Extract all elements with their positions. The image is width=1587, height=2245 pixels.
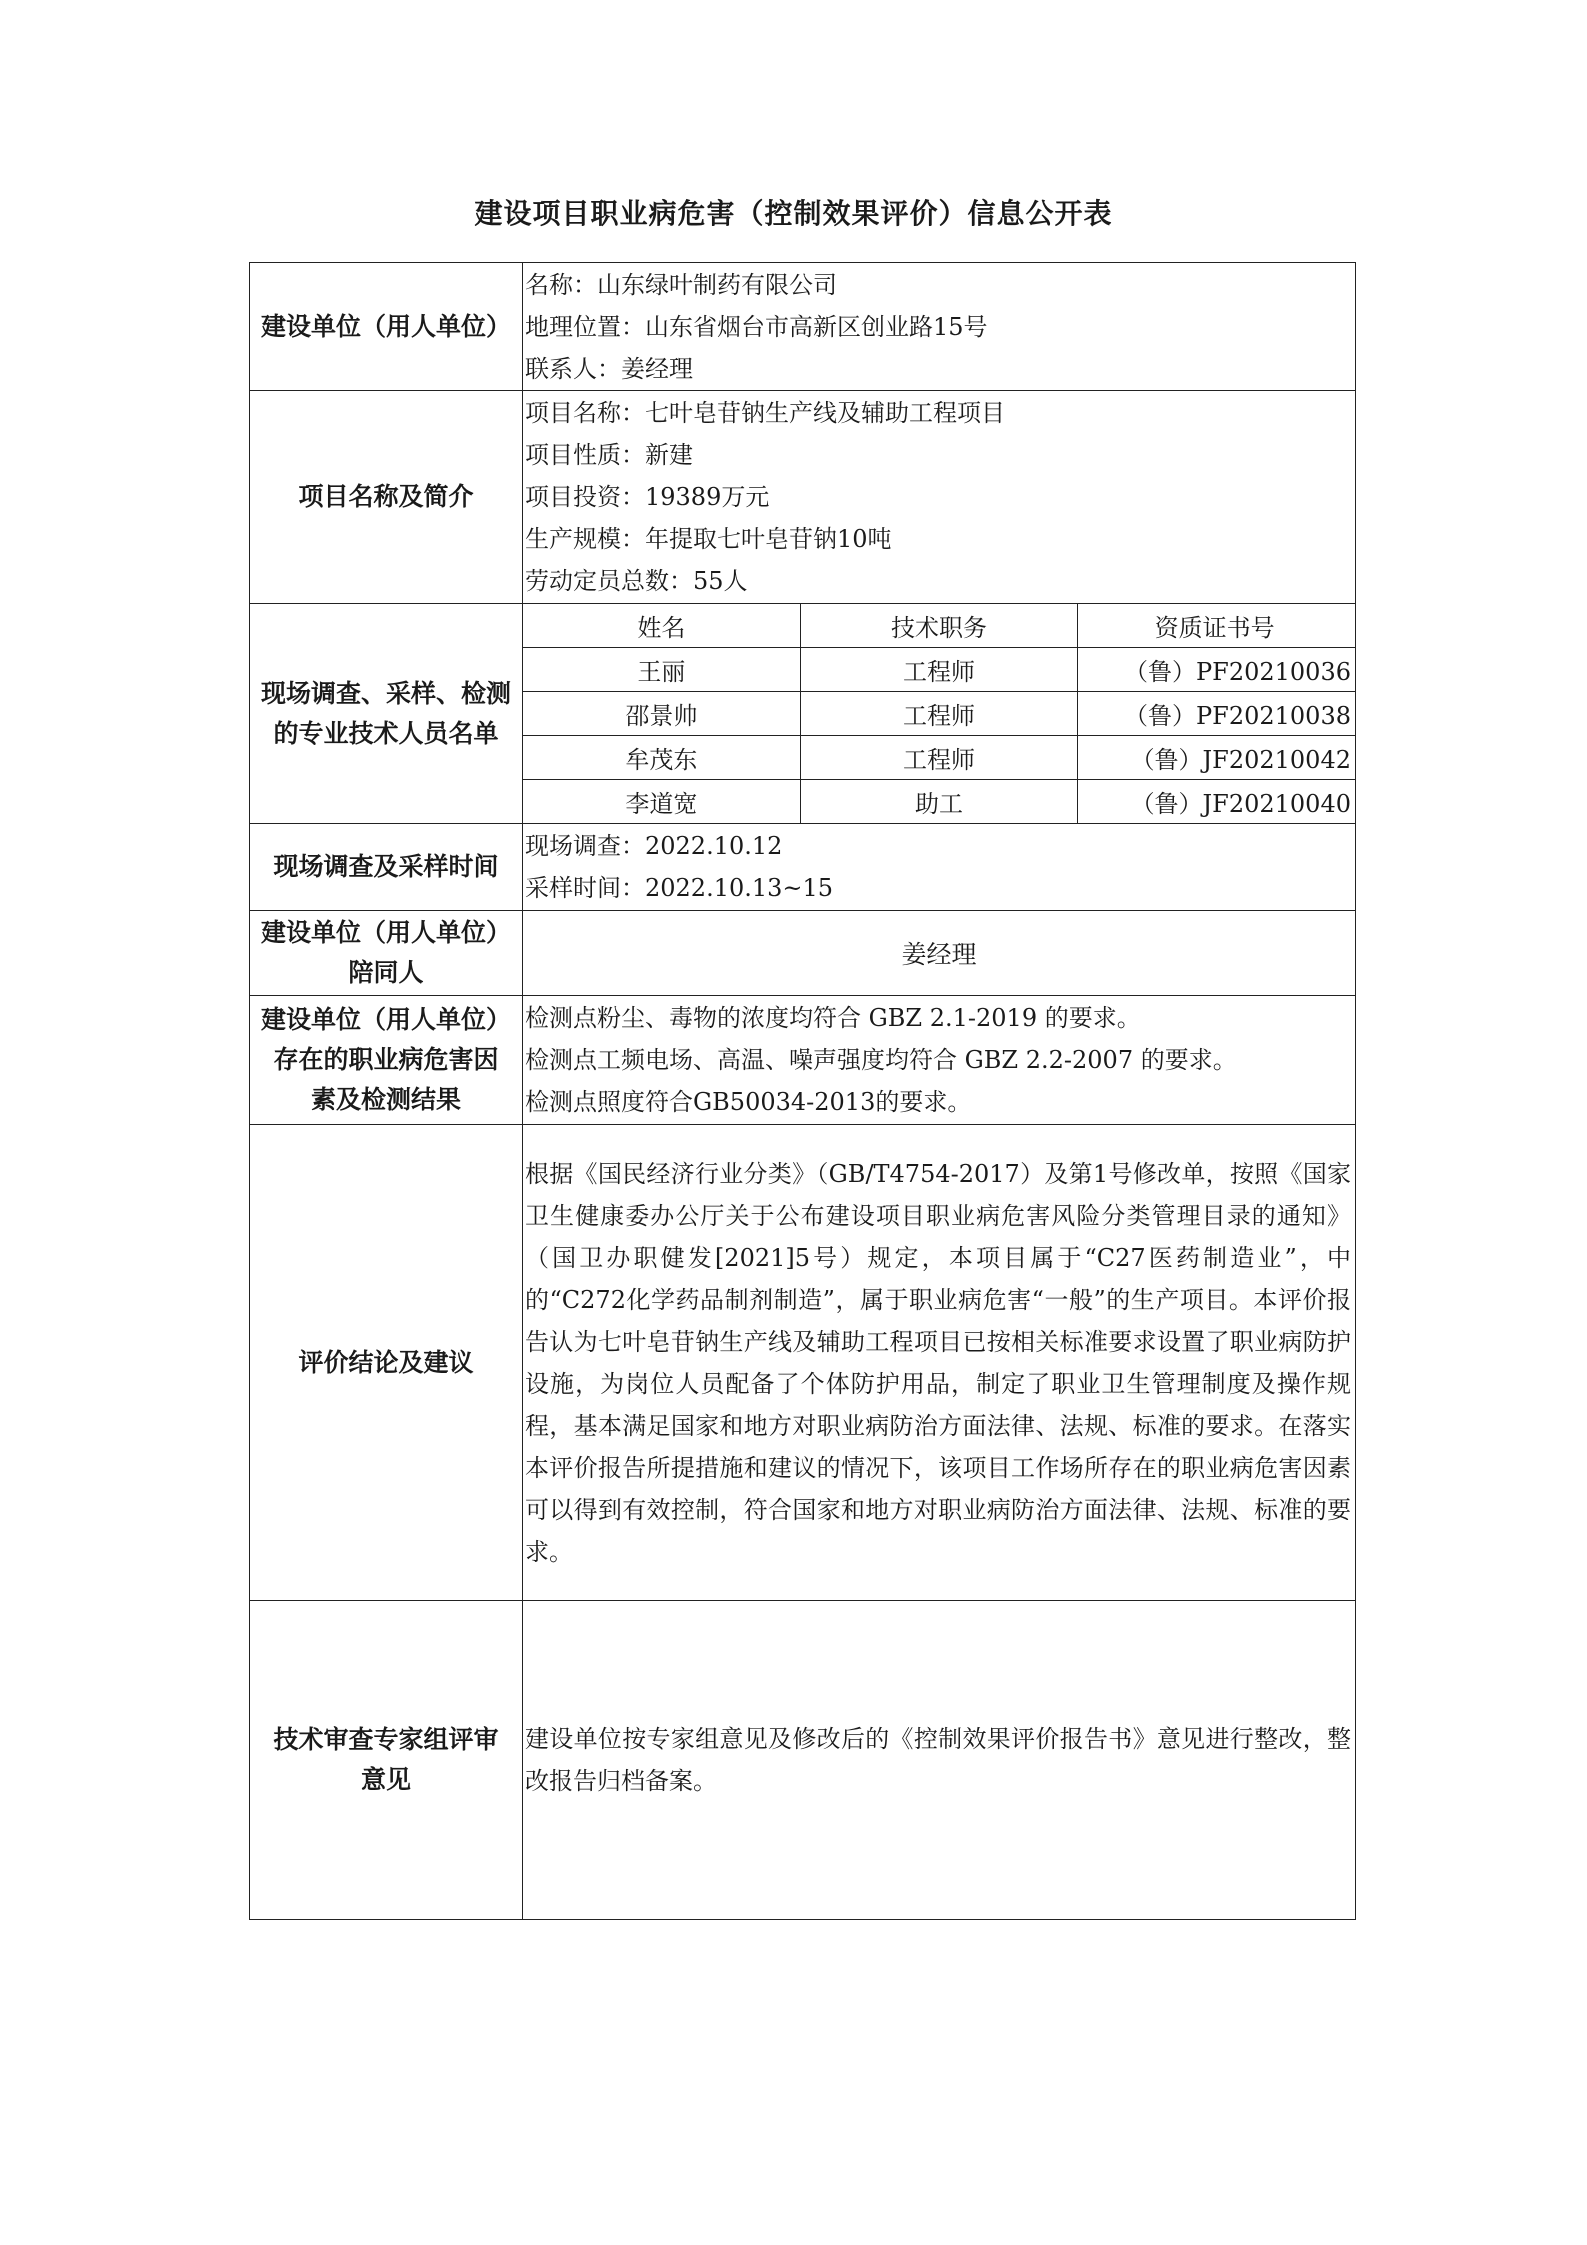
info-table bbox=[249, 262, 1356, 1920]
unit-location: 地理位置：山东省烟台市高新区创业路15号 bbox=[525, 312, 988, 341]
unit-contact: 联系人：姜经理 bbox=[525, 354, 693, 383]
survey-date: 现场调查：2022.10.12 bbox=[525, 832, 783, 860]
staff-header-title: 技术职务 bbox=[800, 604, 1077, 647]
label-staff bbox=[250, 604, 523, 824]
label-hazards-line3: 素及检测结果 bbox=[310, 1085, 461, 1114]
staff-title: 助工 bbox=[800, 779, 1077, 823]
hazard-result-2: 检测点工频电场、高温、噪声强度均符合 GBZ 2.2-2007 的要求。 bbox=[525, 1046, 1237, 1074]
staff-name: 牟茂东 bbox=[523, 735, 800, 779]
staff-title: 工程师 bbox=[800, 691, 1077, 735]
table-row bbox=[523, 779, 1355, 823]
staff-name: 邵景帅 bbox=[523, 691, 800, 735]
label-conclusion: 评价结论及建议 bbox=[250, 1125, 523, 1601]
escort-name: 姜经理 bbox=[523, 911, 1356, 996]
staff-cell bbox=[523, 604, 1356, 824]
staff-name: 李道宽 bbox=[523, 779, 800, 823]
staff-cert: （鲁）JF20210042 bbox=[1078, 735, 1355, 779]
unit-info bbox=[523, 263, 1356, 391]
row-project bbox=[250, 391, 1356, 604]
staff-header-cert: 资质证书号 bbox=[1078, 604, 1355, 647]
label-review-line1: 技术审查专家组评审 bbox=[273, 1725, 499, 1754]
table-row bbox=[523, 735, 1355, 779]
label-project: 项目名称及简介 bbox=[250, 391, 523, 604]
label-staff-line1: 现场调查、采样、检测 bbox=[260, 678, 511, 708]
survey-time-info bbox=[523, 824, 1356, 911]
label-escort-line1: 建设单位（用人单位） bbox=[260, 918, 511, 947]
hazard-result-1: 检测点粉尘、毒物的浓度均符合 GBZ 2.1-2019 的要求。 bbox=[525, 1004, 1141, 1032]
label-survey-time: 现场调查及采样时间 bbox=[250, 824, 523, 911]
label-staff-line2: 的专业技术人员名单 bbox=[273, 718, 499, 748]
project-nature: 项目性质：新建 bbox=[525, 441, 693, 469]
hazard-result-3: 检测点照度符合GB50034-2013的要求。 bbox=[525, 1088, 972, 1116]
project-staff-total: 劳动定员总数：55人 bbox=[525, 567, 748, 595]
review-text: 建设单位按专家组意见及修改后的《控制效果评价报告书》意见进行整改，整改报告归档备案。 bbox=[523, 1601, 1356, 1920]
label-escort-line2: 陪同人 bbox=[348, 958, 424, 987]
row-unit bbox=[250, 263, 1356, 391]
label-hazards-line1: 建设单位（用人单位） bbox=[260, 1005, 511, 1034]
label-escort bbox=[250, 911, 523, 996]
row-hazards bbox=[250, 996, 1356, 1125]
label-hazards-line2: 存在的职业病危害因 bbox=[273, 1045, 499, 1074]
staff-cert: （鲁）PF20210038 bbox=[1078, 691, 1355, 735]
table-row bbox=[523, 647, 1355, 691]
project-info bbox=[523, 391, 1356, 604]
unit-name: 名称：山东绿叶制药有限公司 bbox=[525, 270, 837, 299]
label-review-line2: 意见 bbox=[360, 1765, 411, 1794]
staff-name: 王丽 bbox=[523, 647, 800, 691]
table-row bbox=[523, 691, 1355, 735]
page-title: 建设项目职业病危害（控制效果评价）信息公开表 bbox=[474, 197, 1113, 230]
staff-header-row bbox=[523, 604, 1355, 647]
staff-cert: （鲁）PF20210036 bbox=[1078, 647, 1355, 691]
staff-table bbox=[523, 604, 1355, 823]
staff-title: 工程师 bbox=[800, 647, 1077, 691]
project-name: 项目名称：七叶皂苷钠生产线及辅助工程项目 bbox=[525, 399, 1005, 427]
row-conclusion bbox=[250, 1125, 1356, 1601]
project-investment: 项目投资：19389万元 bbox=[525, 483, 770, 511]
row-survey-time bbox=[250, 824, 1356, 911]
label-unit: 建设单位（用人单位） bbox=[250, 263, 523, 391]
staff-cert: （鲁）JF20210040 bbox=[1078, 779, 1355, 823]
row-staff bbox=[250, 604, 1356, 824]
sampling-date: 采样时间：2022.10.13~15 bbox=[525, 874, 834, 902]
conclusion-text: 根据《国民经济行业分类》（GB/T4754-2017）及第1号修改单，按照《国家卫生健康委办公厅关于公布建设项目职业病危害风险分类管理目录的通知》（国卫办职健发[2021]5号）规定，本项目属于“C27医药制造业”，中的“C272化学药品制剂制造”，属于职业病危害“一般”的生产项目。本评价报告认为七叶皂苷钠生产线及辅助工程项目已按相关标准要求设置了职业病防护设施，为岗位人员配备了个体防护用品，制定了职业卫生管理制度及操作规程，基本满足国家和地方对职业病防治方面法律、法规、标准的要求。在落实本评价报告所提措施和建议的情况下，该项目工作场所存在的职业病危害因素可以得到有效控制，符合国家和地方对职业病防治方面法律、法规、标准的要求。 bbox=[523, 1125, 1356, 1601]
label-hazards bbox=[250, 996, 523, 1125]
label-review bbox=[250, 1601, 523, 1920]
row-review bbox=[250, 1601, 1356, 1920]
staff-header-name: 姓名 bbox=[523, 604, 800, 647]
row-escort bbox=[250, 911, 1356, 996]
staff-title: 工程师 bbox=[800, 735, 1077, 779]
project-scale: 生产规模：年提取七叶皂苷钠10吨 bbox=[525, 525, 892, 553]
hazards-info bbox=[523, 996, 1356, 1125]
